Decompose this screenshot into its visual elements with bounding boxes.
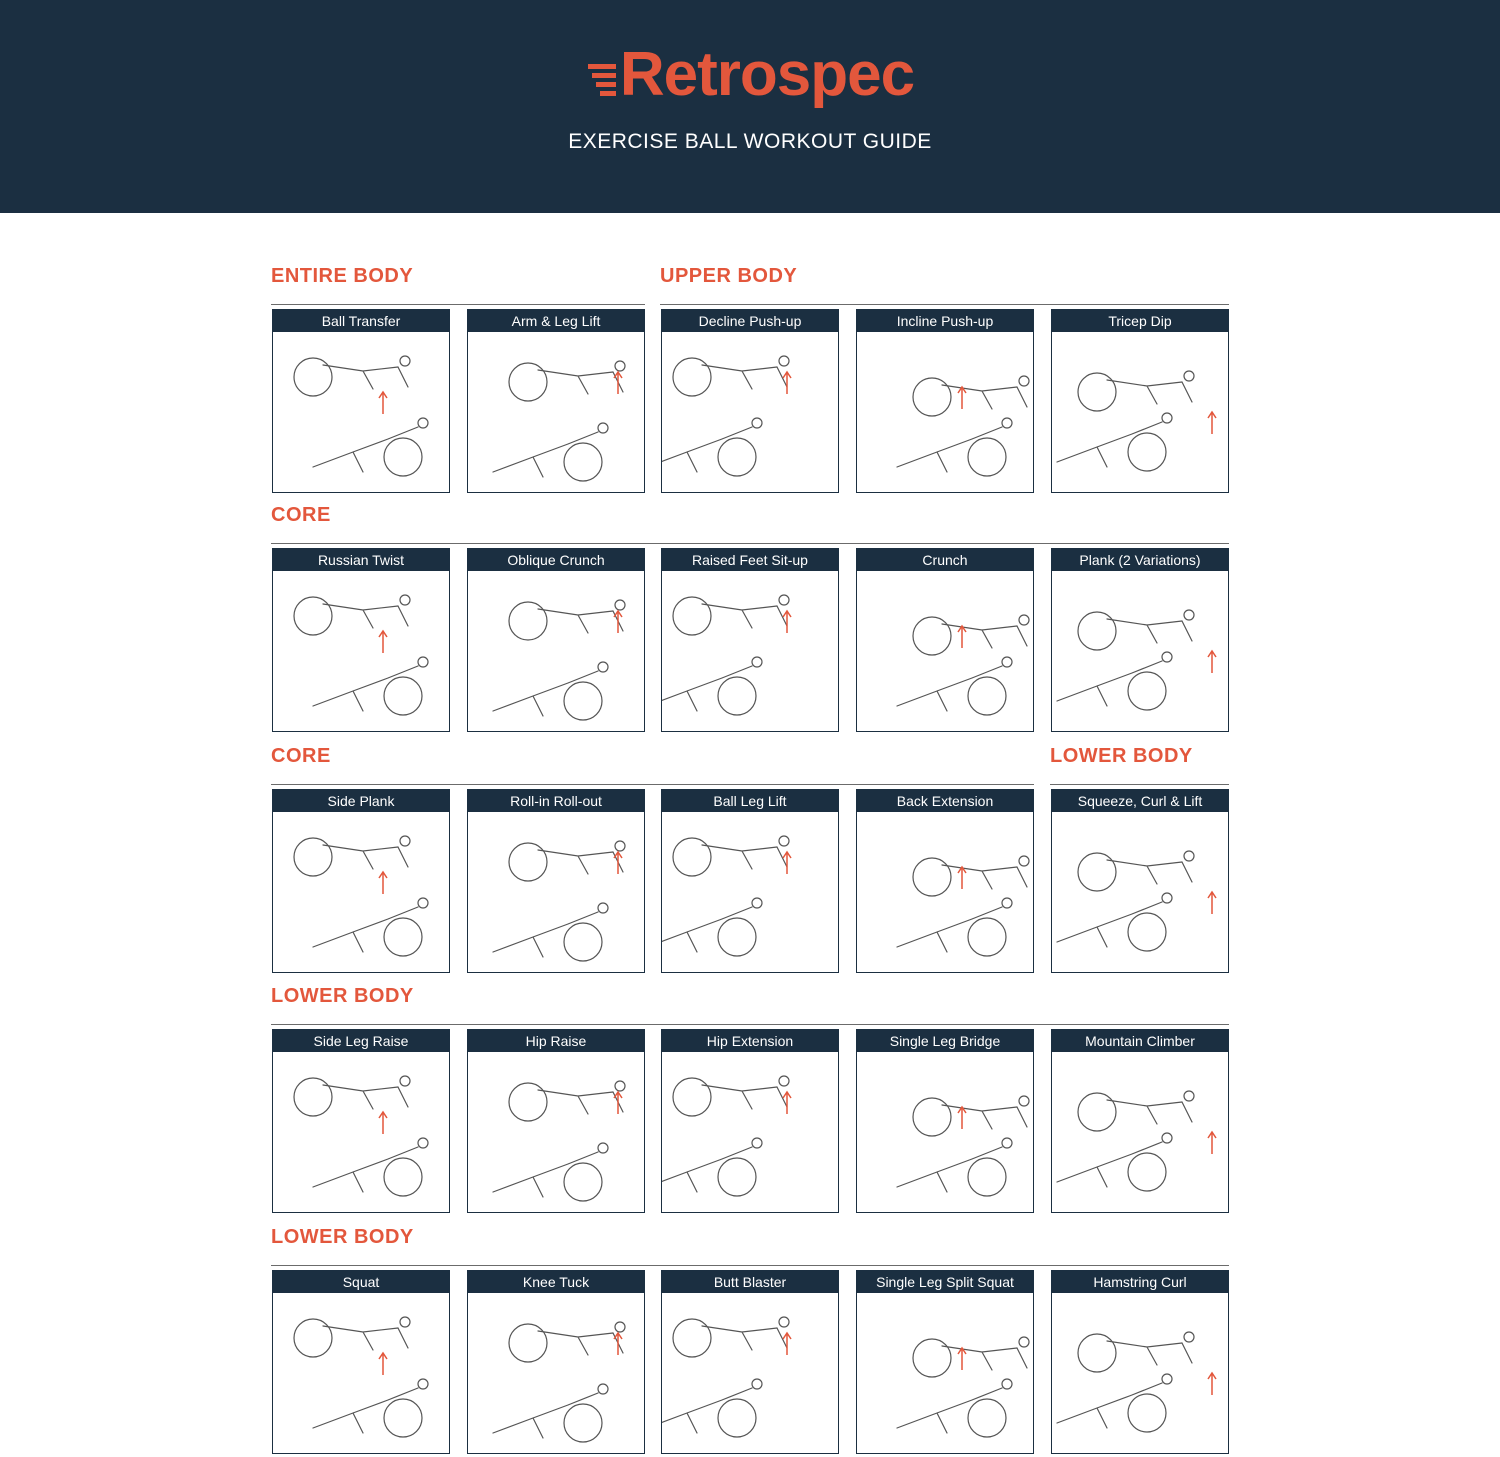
section-core-1 (271, 504, 1229, 544)
section-upper-body (660, 265, 1229, 305)
exercise-card (1051, 789, 1229, 973)
exercise-ball-icon (294, 1319, 332, 1357)
exercise-card (272, 1029, 450, 1213)
figure-head-icon (418, 1138, 428, 1148)
figure-pose-icon (1107, 860, 1192, 884)
exercise-illustration (273, 1293, 449, 1453)
figure-pose-icon (313, 907, 418, 952)
figure-pose-icon (538, 370, 623, 394)
exercise-ball-icon (509, 1083, 547, 1121)
exercise-illustration (857, 1293, 1033, 1453)
exercise-title: Knee Tuck (468, 1271, 644, 1293)
section-lower-body-3 (271, 1226, 1229, 1266)
exercise-illustration (1052, 332, 1228, 492)
figure-pose-icon (323, 1326, 408, 1350)
section-label: CORE (271, 745, 331, 767)
exercise-illustration (273, 332, 449, 492)
figure-pose-icon (313, 1147, 418, 1192)
figure-head-icon (752, 657, 762, 667)
motion-arrow-icon (614, 852, 622, 874)
motion-arrow-icon (958, 1348, 966, 1370)
exercise-card (467, 548, 645, 732)
exercise-illustration (273, 571, 449, 731)
exercise-title: Plank (2 Variations) (1052, 549, 1228, 571)
exercise-title: Raised Feet Sit-up (662, 549, 838, 571)
section-label: UPPER BODY (660, 265, 798, 287)
exercise-illustration (857, 332, 1033, 492)
exercise-illustration (662, 571, 838, 731)
brand-name: Retrospec (619, 40, 915, 109)
figure-pose-icon (702, 1085, 787, 1109)
motion-arrow-icon (379, 1353, 387, 1375)
figure-head-icon (598, 423, 608, 433)
exercise-title: Squeeze, Curl & Lift (1052, 790, 1228, 812)
figure-head-icon (1019, 615, 1029, 625)
section-divider (271, 1024, 1229, 1025)
section-divider (271, 543, 1229, 544)
exercise-card (856, 1270, 1034, 1454)
exercise-ball-icon (718, 1399, 756, 1437)
exercise-title: Roll-in Roll-out (468, 790, 644, 812)
exercise-title: Tricep Dip (1052, 310, 1228, 332)
motion-arrow-icon (1208, 412, 1216, 434)
section-label: LOWER BODY (271, 1226, 414, 1248)
motion-arrow-icon (783, 852, 791, 874)
exercise-title: Back Extension (857, 790, 1033, 812)
exercise-ball-icon (1128, 433, 1166, 471)
exercise-ball-icon (673, 1319, 711, 1357)
figure-head-icon (1019, 1096, 1029, 1106)
motion-arrow-icon (379, 872, 387, 894)
figure-pose-icon (897, 427, 1002, 472)
figure-head-icon (615, 1081, 625, 1091)
exercise-ball-icon (294, 838, 332, 876)
figure-pose-icon (702, 845, 787, 869)
figure-pose-icon (1107, 1341, 1192, 1365)
exercise-ball-icon (673, 597, 711, 635)
exercise-card (272, 548, 450, 732)
exercise-illustration (857, 1052, 1033, 1212)
exercise-ball-icon (1128, 913, 1166, 951)
motion-arrow-icon (958, 626, 966, 648)
motion-arrow-icon (1208, 892, 1216, 914)
figure-head-icon (615, 361, 625, 371)
motion-arrow-icon (958, 387, 966, 409)
figure-head-icon (779, 356, 789, 366)
figure-head-icon (598, 903, 608, 913)
figure-head-icon (1162, 1374, 1172, 1384)
exercise-card (467, 309, 645, 493)
exercise-ball-icon (509, 1324, 547, 1362)
exercise-title: Hamstring Curl (1052, 1271, 1228, 1293)
figure-head-icon (418, 1379, 428, 1389)
exercise-ball-icon (913, 1098, 951, 1136)
exercise-illustration (273, 812, 449, 972)
figure-pose-icon (942, 865, 1027, 889)
figure-head-icon (1162, 413, 1172, 423)
figure-pose-icon (493, 1393, 598, 1438)
exercise-illustration (1052, 1293, 1228, 1453)
figure-head-icon (779, 1317, 789, 1327)
exercise-card (856, 1029, 1034, 1213)
figure-pose-icon (942, 1346, 1027, 1370)
exercise-ball-icon (1078, 1093, 1116, 1131)
retrospec-logo-mark-icon (586, 50, 618, 100)
exercise-card (1051, 548, 1229, 732)
motion-arrow-icon (379, 1112, 387, 1134)
exercise-card (272, 1270, 450, 1454)
figure-head-icon (1002, 657, 1012, 667)
exercise-title: Crunch (857, 549, 1033, 571)
figure-pose-icon (1107, 1100, 1192, 1124)
exercise-title: Single Leg Bridge (857, 1030, 1033, 1052)
exercise-ball-icon (913, 858, 951, 896)
exercise-ball-icon (1078, 373, 1116, 411)
figure-head-icon (615, 600, 625, 610)
exercise-illustration (662, 1052, 838, 1212)
logo (0, 40, 1500, 110)
section-divider (271, 1265, 1229, 1266)
figure-head-icon (1162, 652, 1172, 662)
exercise-ball-icon (673, 1078, 711, 1116)
exercise-illustration (468, 571, 644, 731)
motion-arrow-icon (1208, 651, 1216, 673)
exercise-title: Hip Extension (662, 1030, 838, 1052)
figure-head-icon (779, 595, 789, 605)
figure-head-icon (752, 418, 762, 428)
exercise-ball-icon (564, 443, 602, 481)
exercise-ball-icon (294, 1078, 332, 1116)
exercise-title: Oblique Crunch (468, 549, 644, 571)
exercise-ball-icon (564, 923, 602, 961)
exercise-title: Hip Raise (468, 1030, 644, 1052)
exercise-illustration (468, 812, 644, 972)
figure-head-icon (1184, 851, 1194, 861)
exercise-ball-icon (673, 358, 711, 396)
figure-pose-icon (313, 427, 418, 472)
figure-pose-icon (662, 1147, 752, 1192)
exercise-ball-icon (564, 1163, 602, 1201)
figure-pose-icon (493, 1152, 598, 1197)
figure-head-icon (400, 836, 410, 846)
figure-pose-icon (313, 1388, 418, 1433)
figure-head-icon (598, 1143, 608, 1153)
motion-arrow-icon (783, 611, 791, 633)
exercise-ball-icon (384, 677, 422, 715)
figure-head-icon (615, 1322, 625, 1332)
figure-pose-icon (538, 850, 623, 874)
exercise-card (272, 789, 450, 973)
exercise-ball-icon (718, 918, 756, 956)
figure-head-icon (1002, 898, 1012, 908)
exercise-ball-icon (1128, 1153, 1166, 1191)
figure-head-icon (418, 898, 428, 908)
motion-arrow-icon (783, 372, 791, 394)
figure-head-icon (400, 356, 410, 366)
figure-head-icon (400, 1076, 410, 1086)
exercise-ball-icon (564, 1404, 602, 1442)
exercise-title: Single Leg Split Squat (857, 1271, 1033, 1293)
figure-pose-icon (942, 385, 1027, 409)
figure-head-icon (1162, 893, 1172, 903)
exercise-ball-icon (718, 438, 756, 476)
motion-arrow-icon (783, 1092, 791, 1114)
figure-pose-icon (702, 365, 787, 389)
exercise-illustration (662, 812, 838, 972)
figure-head-icon (779, 1076, 789, 1086)
exercise-card (856, 309, 1034, 493)
figure-head-icon (1019, 376, 1029, 386)
figure-pose-icon (1107, 619, 1192, 643)
figure-pose-icon (897, 907, 1002, 952)
motion-arrow-icon (1208, 1132, 1216, 1154)
motion-arrow-icon (379, 631, 387, 653)
section-core-2 (271, 745, 1034, 785)
exercise-ball-icon (968, 677, 1006, 715)
exercise-ball-icon (968, 438, 1006, 476)
figure-pose-icon (897, 1147, 1002, 1192)
exercise-ball-icon (718, 1158, 756, 1196)
figure-head-icon (1002, 1379, 1012, 1389)
figure-pose-icon (323, 845, 408, 869)
exercise-card (467, 1270, 645, 1454)
exercise-illustration (468, 332, 644, 492)
exercise-card (661, 789, 839, 973)
exercise-ball-icon (673, 838, 711, 876)
exercise-illustration (662, 332, 838, 492)
header-banner (0, 0, 1500, 213)
figure-head-icon (1184, 1091, 1194, 1101)
exercise-illustration (662, 1293, 838, 1453)
exercise-ball-icon (968, 1399, 1006, 1437)
exercise-ball-icon (509, 363, 547, 401)
exercise-title: Side Leg Raise (273, 1030, 449, 1052)
section-label: CORE (271, 504, 331, 526)
figure-pose-icon (493, 432, 598, 477)
motion-arrow-icon (614, 372, 622, 394)
exercise-card (467, 789, 645, 973)
section-entire-body (271, 265, 645, 305)
exercise-ball-icon (968, 918, 1006, 956)
figure-pose-icon (1107, 380, 1192, 404)
exercise-title: Russian Twist (273, 549, 449, 571)
figure-pose-icon (942, 1105, 1027, 1129)
figure-pose-icon (1057, 1383, 1162, 1428)
figure-head-icon (598, 1384, 608, 1394)
exercise-ball-icon (294, 597, 332, 635)
figure-pose-icon (493, 671, 598, 716)
figure-head-icon (779, 836, 789, 846)
exercise-ball-icon (1078, 1334, 1116, 1372)
exercise-illustration (468, 1293, 644, 1453)
figure-pose-icon (897, 1388, 1002, 1433)
figure-head-icon (1002, 1138, 1012, 1148)
section-label: LOWER BODY (1050, 745, 1193, 767)
section-divider (660, 304, 1229, 305)
figure-head-icon (1002, 418, 1012, 428)
exercise-title: Arm & Leg Lift (468, 310, 644, 332)
motion-arrow-icon (614, 1333, 622, 1355)
section-lower-body-1 (1050, 745, 1229, 785)
exercise-card (1051, 1029, 1229, 1213)
exercise-ball-icon (1128, 1394, 1166, 1432)
exercise-illustration (857, 571, 1033, 731)
exercise-card (661, 309, 839, 493)
figure-pose-icon (662, 427, 752, 472)
figure-head-icon (400, 595, 410, 605)
exercise-ball-icon (1128, 672, 1166, 710)
exercise-card (467, 1029, 645, 1213)
exercise-title: Incline Push-up (857, 310, 1033, 332)
exercise-card (661, 548, 839, 732)
section-divider (271, 304, 645, 305)
figure-pose-icon (1057, 1142, 1162, 1187)
figure-pose-icon (942, 624, 1027, 648)
exercise-illustration (1052, 812, 1228, 972)
exercise-card (661, 1270, 839, 1454)
motion-arrow-icon (614, 611, 622, 633)
figure-head-icon (752, 1379, 762, 1389)
section-divider (271, 784, 1034, 785)
figure-pose-icon (662, 1388, 752, 1433)
figure-head-icon (1184, 371, 1194, 381)
exercise-illustration (468, 1052, 644, 1212)
exercise-ball-icon (968, 1158, 1006, 1196)
figure-head-icon (1162, 1133, 1172, 1143)
figure-head-icon (400, 1317, 410, 1327)
figure-pose-icon (323, 1085, 408, 1109)
figure-head-icon (752, 898, 762, 908)
motion-arrow-icon (958, 867, 966, 889)
exercise-title: Ball Leg Lift (662, 790, 838, 812)
figure-head-icon (615, 841, 625, 851)
exercise-card (272, 309, 450, 493)
exercise-ball-icon (913, 1339, 951, 1377)
exercise-card (856, 789, 1034, 973)
figure-pose-icon (313, 666, 418, 711)
exercise-illustration (273, 1052, 449, 1212)
exercise-ball-icon (913, 378, 951, 416)
figure-head-icon (418, 418, 428, 428)
exercise-ball-icon (913, 617, 951, 655)
section-divider (1050, 784, 1229, 785)
motion-arrow-icon (379, 392, 387, 414)
exercise-title: Squat (273, 1271, 449, 1293)
figure-head-icon (598, 662, 608, 672)
figure-head-icon (1019, 1337, 1029, 1347)
exercise-ball-icon (294, 358, 332, 396)
exercise-title: Butt Blaster (662, 1271, 838, 1293)
figure-pose-icon (702, 604, 787, 628)
exercise-ball-icon (1078, 612, 1116, 650)
exercise-ball-icon (384, 1158, 422, 1196)
figure-pose-icon (323, 604, 408, 628)
section-label: ENTIRE BODY (271, 265, 414, 287)
exercise-card (1051, 1270, 1229, 1454)
figure-pose-icon (493, 912, 598, 957)
figure-pose-icon (538, 1331, 623, 1355)
exercise-ball-icon (509, 602, 547, 640)
figure-pose-icon (1057, 661, 1162, 706)
figure-pose-icon (702, 1326, 787, 1350)
exercise-ball-icon (384, 918, 422, 956)
motion-arrow-icon (1208, 1373, 1216, 1395)
motion-arrow-icon (614, 1092, 622, 1114)
figure-pose-icon (538, 609, 623, 633)
page-subtitle: EXERCISE BALL WORKOUT GUIDE (568, 130, 932, 153)
exercise-title: Ball Transfer (273, 310, 449, 332)
exercise-ball-icon (509, 843, 547, 881)
exercise-card (1051, 309, 1229, 493)
figure-pose-icon (1057, 422, 1162, 467)
figure-head-icon (1184, 610, 1194, 620)
exercise-title: Mountain Climber (1052, 1030, 1228, 1052)
figure-pose-icon (897, 666, 1002, 711)
exercise-ball-icon (718, 677, 756, 715)
figure-pose-icon (662, 666, 752, 711)
exercise-ball-icon (384, 1399, 422, 1437)
section-lower-body-2 (271, 985, 1229, 1025)
figure-head-icon (418, 657, 428, 667)
motion-arrow-icon (958, 1107, 966, 1129)
figure-pose-icon (538, 1090, 623, 1114)
figure-pose-icon (1057, 902, 1162, 947)
figure-head-icon (1184, 1332, 1194, 1342)
exercise-ball-icon (564, 682, 602, 720)
figure-head-icon (752, 1138, 762, 1148)
exercise-card (661, 1029, 839, 1213)
motion-arrow-icon (783, 1333, 791, 1355)
figure-pose-icon (662, 907, 752, 952)
exercise-illustration (1052, 1052, 1228, 1212)
exercise-ball-icon (1078, 853, 1116, 891)
exercise-title: Side Plank (273, 790, 449, 812)
exercise-illustration (1052, 571, 1228, 731)
section-label: LOWER BODY (271, 985, 414, 1007)
exercise-title: Decline Push-up (662, 310, 838, 332)
exercise-ball-icon (384, 438, 422, 476)
figure-pose-icon (323, 365, 408, 389)
exercise-card (856, 548, 1034, 732)
figure-head-icon (1019, 856, 1029, 866)
exercise-illustration (857, 812, 1033, 972)
